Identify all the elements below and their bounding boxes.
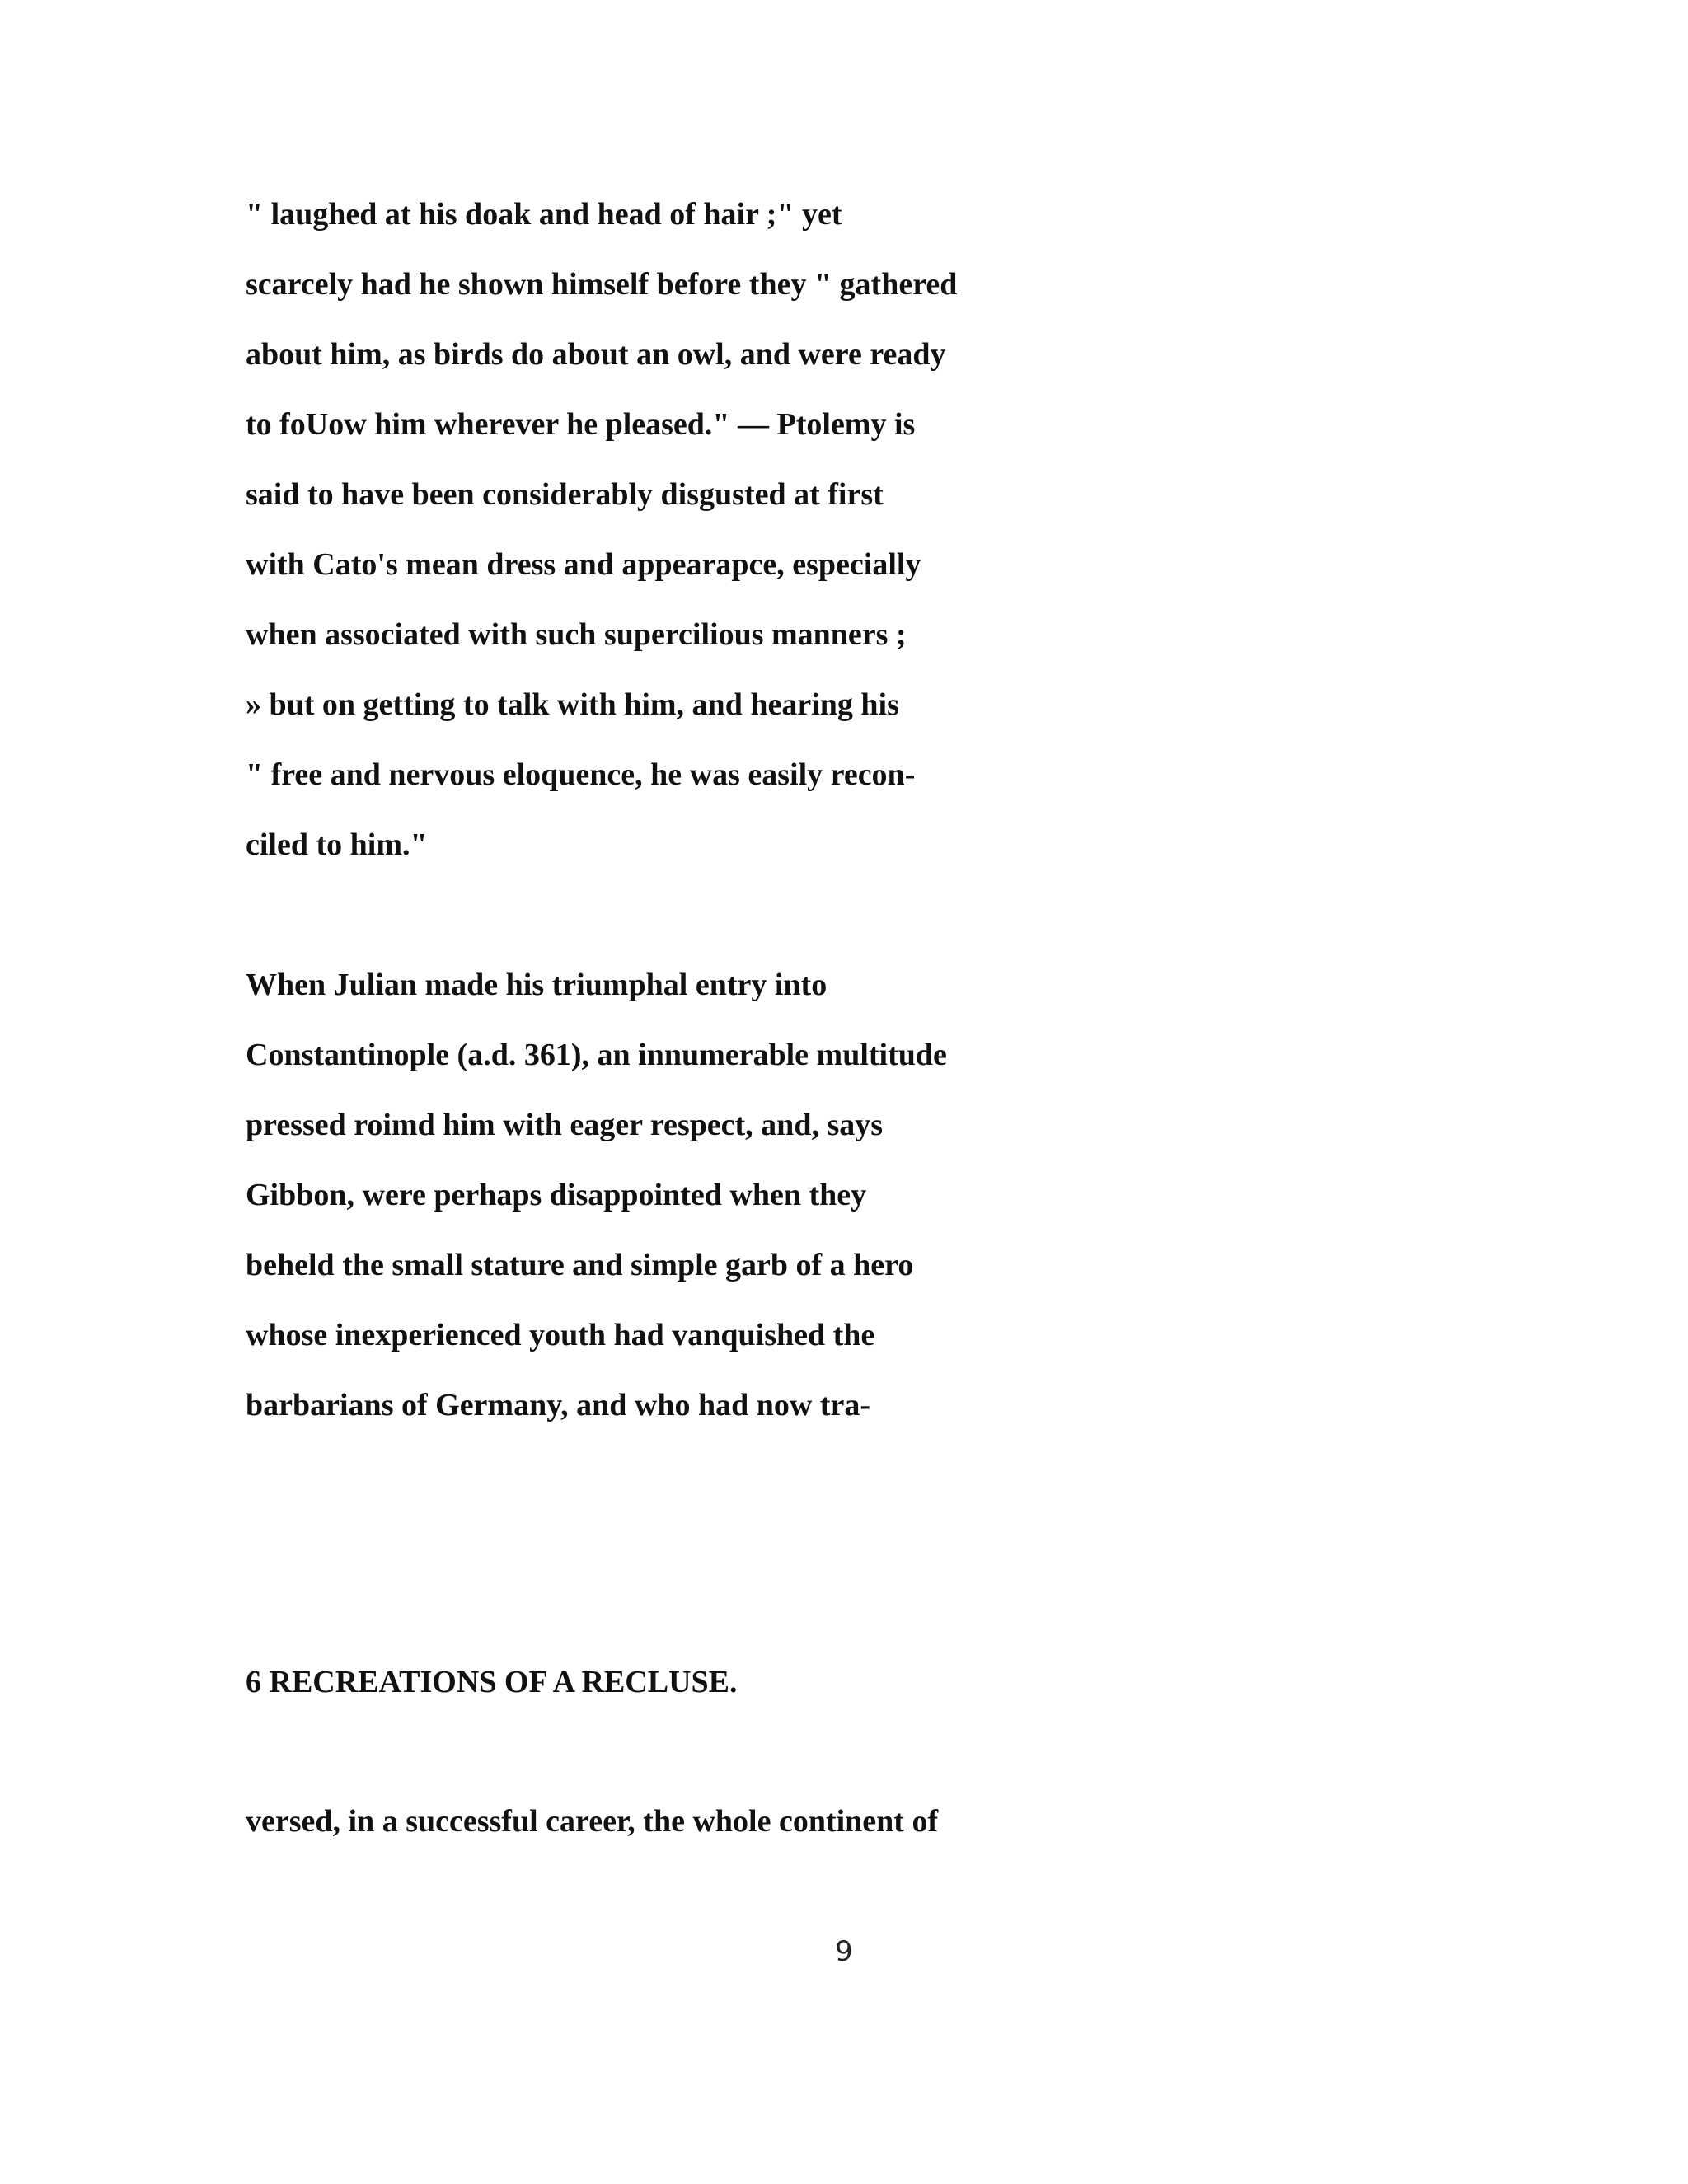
text-line: barbarians of Germany, and who had now tra- <box>246 1388 870 1422</box>
text-line: beheld the small stature and simple garb of a hero <box>246 1248 914 1282</box>
text-line: When Julian made his triumphal entry into <box>246 968 828 1002</box>
text-line: Gibbon, were perhaps disappointed when they <box>246 1178 867 1212</box>
text-line: " laughed at his doak and head of hair ;" yet <box>246 197 842 232</box>
text-line: » but on getting to talk with him, and hearing his <box>246 687 899 722</box>
text-line: scarcely had he shown himself before they " gathered <box>246 267 958 302</box>
text-line: ciled to him." <box>246 827 428 862</box>
text-line: " free and nervous eloquence, he was easily recon- <box>246 757 916 792</box>
text-line: about him, as birds do about an owl, and were ready <box>246 337 946 372</box>
text-line: to foUow him wherever he pleased." — Ptolemy is <box>246 407 916 442</box>
text-line: when associated with such supercilious manners ; <box>246 617 907 652</box>
page-number: 9 <box>835 1935 853 1968</box>
text-line: whose inexperienced youth had vanquished the <box>246 1318 875 1352</box>
running-head: 6 RECREATIONS OF A RECLUSE. <box>246 1665 738 1699</box>
text-line: Constantinople (a.d. 361), an innumerable multitude <box>246 1038 947 1072</box>
text-line: said to have been considerably disgusted at first <box>246 477 884 512</box>
text-line: with Cato's mean dress and appearapce, especially <box>246 547 921 582</box>
text-line: versed, in a successful career, the whole continent of <box>246 1804 939 1839</box>
text-line: pressed roimd him with eager respect, and, says <box>246 1108 884 1142</box>
